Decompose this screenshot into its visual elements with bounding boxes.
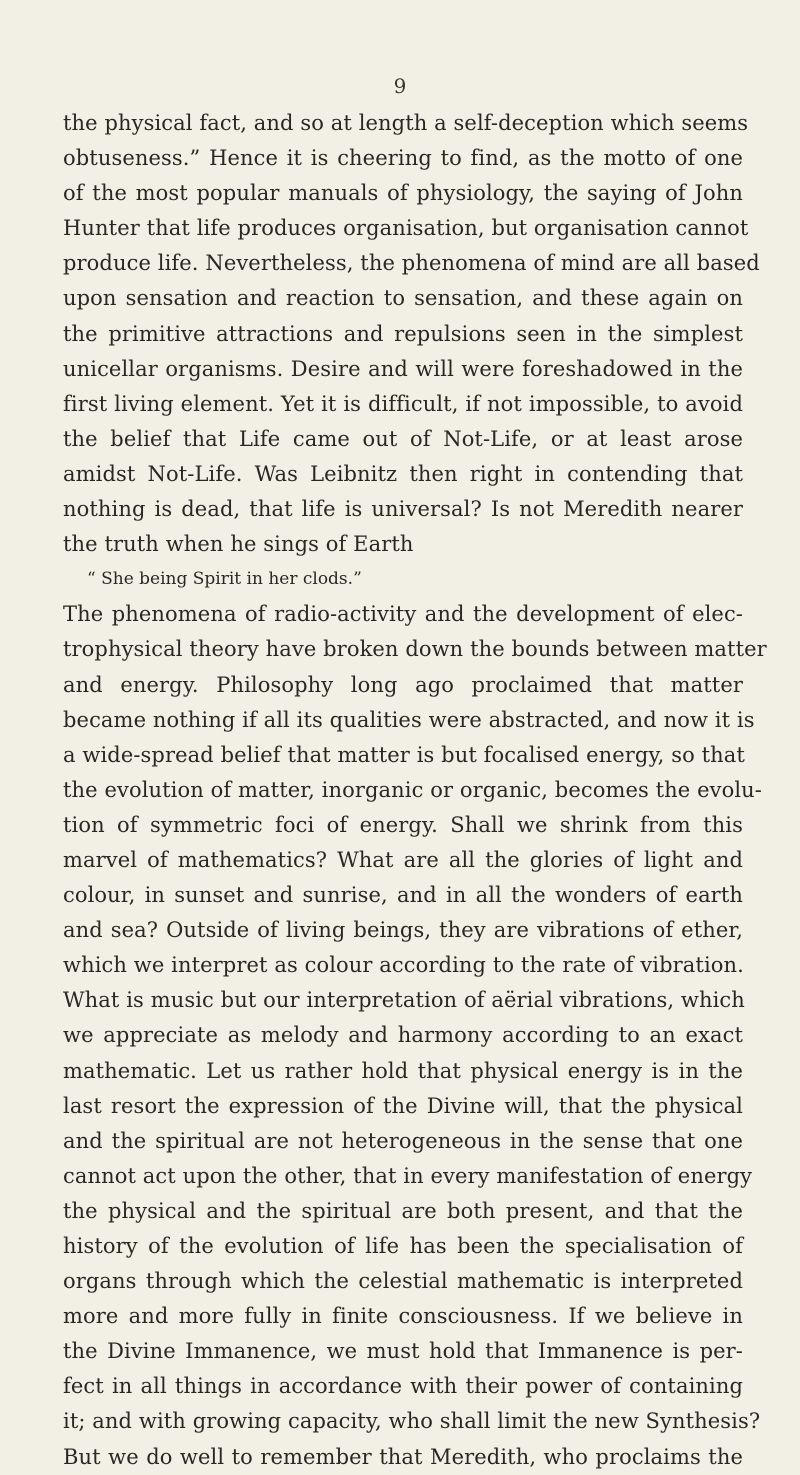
- text-line: a wide-spread belief that matter is but focalised energy, so that: [63, 742, 745, 767]
- text-line: The phenomena of radio-activity and the development of elec-: [63, 602, 743, 627]
- text-line: But we do well to remember that Meredith, who proclaims the: [63, 1444, 743, 1469]
- text-line: the evolution of matter, inorganic or organic, becomes the evolu-: [63, 777, 762, 802]
- text-line: mathematic. Let us rather hold that physical energy is in the: [63, 1058, 743, 1083]
- verse-quotation: “ She being Spirit in her clods.”: [87, 569, 362, 590]
- text-line: the belief that Life came out of Not-Life, or at least arose: [63, 426, 743, 451]
- body-text: [63, 106, 767, 1475]
- text-line: last resort the expression of the Divine will, that the physical: [63, 1093, 743, 1118]
- text-line: it; and with growing capacity, who shall limit the new Synthesis?: [63, 1409, 761, 1434]
- text-line: more and more fully in finite consciousness. If we believe in: [63, 1304, 743, 1329]
- text-line: produce life. Nevertheless, the phenomena of mind are all based: [63, 251, 760, 276]
- paragraph-2: [63, 597, 767, 1474]
- text-line: cannot act upon the other, that in every manifestation of energy: [63, 1163, 753, 1188]
- text-line: trophysical theory have broken down the bounds between matter: [63, 637, 767, 662]
- text-line: first living element. Yet it is difficult, if not impossible, to avoid: [63, 391, 743, 416]
- text-line: and energy. Philosophy long ago proclaimed that matter: [63, 672, 743, 697]
- text-line: Hunter that life produces organisation, but organisation cannot: [63, 216, 749, 241]
- text-line: nothing is dead, that life is universal? Is not Meredith nearer: [63, 497, 743, 522]
- paragraph-1: [63, 106, 760, 562]
- text-line: we appreciate as melody and harmony according to an exact: [63, 1023, 743, 1048]
- text-line: organs through which the celestial mathematic is interpreted: [63, 1269, 743, 1294]
- text-line: amidst Not-Life. Was Leibnitz then right in contending that: [63, 461, 743, 486]
- text-line: marvel of mathematics? What are all the glories of light and: [63, 847, 743, 872]
- text-line: became nothing if all its qualities were abstracted, and now it is: [63, 707, 755, 732]
- page-number: 9: [393, 74, 407, 98]
- text-line: obtuseness.” Hence it is cheering to find, as the motto of one: [63, 146, 743, 171]
- text-line: fect in all things in accordance with their power of containing: [63, 1374, 743, 1399]
- text-line: history of the evolution of life has been the specialisation of: [63, 1234, 743, 1258]
- text-line: What is music but our interpretation of aërial vibrations, which: [63, 988, 745, 1013]
- text-line: the Divine Immanence, we must hold that Immanence is per-: [63, 1339, 743, 1364]
- text-line: and sea? Outside of living beings, they are vibrations of ether,: [63, 918, 743, 943]
- text-line: unicellar organisms. Desire and will were foreshadowed in the: [63, 356, 743, 381]
- text-line: the truth when he sings of Earth: [63, 532, 414, 557]
- text-line: the primitive attractions and repulsions seen in the simplest: [63, 321, 743, 346]
- text-line: the physical fact, and so at length a self-deception which seems: [63, 111, 749, 135]
- text-line: of the most popular manuals of physiology, the saying of John: [63, 181, 743, 206]
- text-line: colour, in sunset and sunrise, and in all the wonders of earth: [63, 883, 743, 908]
- text-line: and the spiritual are not heterogeneous in the sense that one: [63, 1128, 743, 1153]
- text-line: tion of symmetric foci of energy. Shall we shrink from this: [63, 812, 743, 837]
- text-line: which we interpret as colour according to the rate of vibration.: [63, 953, 744, 978]
- text-line: upon sensation and reaction to sensation, and these again on: [63, 286, 743, 311]
- text-line: the physical and the spiritual are both present, and that the: [63, 1198, 743, 1223]
